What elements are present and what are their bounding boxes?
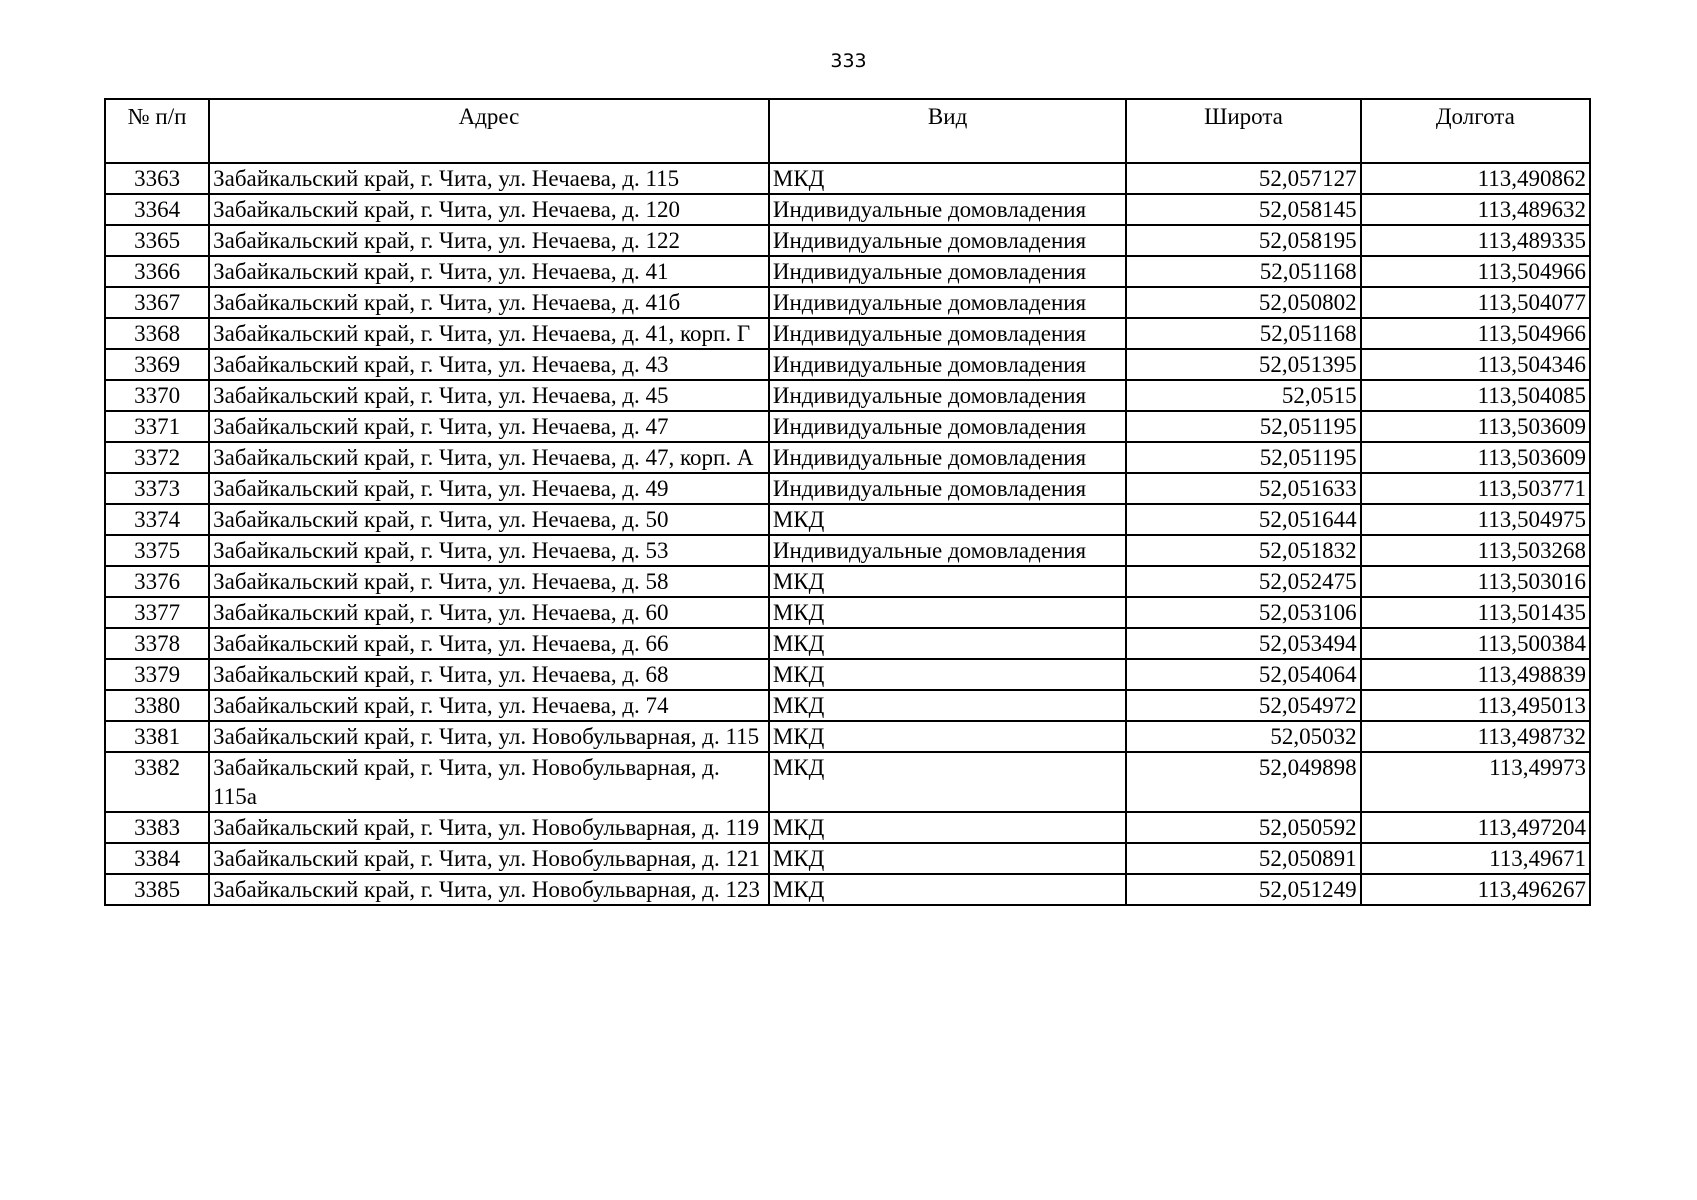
cell-kind: МКД: [769, 812, 1126, 843]
cell-address: Забайкальский край, г. Чита, ул. Новобульварная, д. 121: [209, 843, 769, 874]
cell-longitude: 113,504085: [1361, 380, 1590, 411]
cell-kind: МКД: [769, 628, 1126, 659]
cell-longitude: 113,503609: [1361, 411, 1590, 442]
cell-latitude: 52,058195: [1126, 225, 1360, 256]
cell-latitude: 52,054064: [1126, 659, 1360, 690]
cell-kind: МКД: [769, 566, 1126, 597]
cell-longitude: 113,500384: [1361, 628, 1590, 659]
cell-num: 3364: [105, 194, 209, 225]
header-num: № п/п: [105, 99, 209, 163]
cell-latitude: 52,050592: [1126, 812, 1360, 843]
cell-num: 3363: [105, 163, 209, 194]
cell-latitude: 52,051195: [1126, 411, 1360, 442]
table-row: [105, 874, 1590, 905]
cell-kind: МКД: [769, 874, 1126, 905]
header-latitude: Широта: [1126, 99, 1360, 163]
table-row: [105, 690, 1590, 721]
table-row: [105, 843, 1590, 874]
table-row: [105, 287, 1590, 318]
cell-num: 3365: [105, 225, 209, 256]
table-row: [105, 597, 1590, 628]
cell-address: Забайкальский край, г. Чита, ул. Нечаева, д. 68: [209, 659, 769, 690]
cell-address: Забайкальский край, г. Чита, ул. Новобульварная, д. 115а: [209, 752, 769, 812]
cell-num: 3367: [105, 287, 209, 318]
cell-latitude: 52,051168: [1126, 318, 1360, 349]
table-row: [105, 504, 1590, 535]
cell-longitude: 113,496267: [1361, 874, 1590, 905]
cell-kind: Индивидуальные домовладения: [769, 411, 1126, 442]
cell-num: 3371: [105, 411, 209, 442]
cell-address: Забайкальский край, г. Чита, ул. Нечаева, д. 47, корп. А: [209, 442, 769, 473]
cell-num: 3381: [105, 721, 209, 752]
cell-longitude: 113,501435: [1361, 597, 1590, 628]
cell-latitude: 52,051395: [1126, 349, 1360, 380]
cell-address: Забайкальский край, г. Чита, ул. Нечаева, д. 49: [209, 473, 769, 504]
cell-longitude: 113,503268: [1361, 535, 1590, 566]
cell-kind: МКД: [769, 690, 1126, 721]
cell-address: Забайкальский край, г. Чита, ул. Нечаева, д. 41: [209, 256, 769, 287]
cell-address: Забайкальский край, г. Чита, ул. Нечаева, д. 53: [209, 535, 769, 566]
cell-num: 3372: [105, 442, 209, 473]
cell-address: Забайкальский край, г. Чита, ул. Нечаева, д. 74: [209, 690, 769, 721]
cell-latitude: 52,054972: [1126, 690, 1360, 721]
cell-kind: Индивидуальные домовладения: [769, 194, 1126, 225]
cell-num: 3368: [105, 318, 209, 349]
cell-longitude: 113,490862: [1361, 163, 1590, 194]
cell-longitude: 113,504966: [1361, 318, 1590, 349]
cell-latitude: 52,051249: [1126, 874, 1360, 905]
header-kind: Вид: [769, 99, 1126, 163]
cell-latitude: 52,052475: [1126, 566, 1360, 597]
cell-address: Забайкальский край, г. Чита, ул. Нечаева, д. 120: [209, 194, 769, 225]
page-number: 333: [830, 50, 867, 72]
cell-num: 3377: [105, 597, 209, 628]
table-row: [105, 380, 1590, 411]
cell-kind: Индивидуальные домовладения: [769, 380, 1126, 411]
table-row: [105, 318, 1590, 349]
table-row: [105, 411, 1590, 442]
table-row: [105, 194, 1590, 225]
cell-num: 3373: [105, 473, 209, 504]
cell-address: Забайкальский край, г. Чита, ул. Нечаева, д. 122: [209, 225, 769, 256]
cell-longitude: 113,49671: [1361, 843, 1590, 874]
cell-kind: Индивидуальные домовладения: [769, 442, 1126, 473]
cell-latitude: 52,053106: [1126, 597, 1360, 628]
cell-longitude: 113,498732: [1361, 721, 1590, 752]
cell-kind: МКД: [769, 752, 1126, 812]
cell-num: 3384: [105, 843, 209, 874]
table-row: [105, 163, 1590, 194]
cell-num: 3370: [105, 380, 209, 411]
cell-kind: Индивидуальные домовладения: [769, 535, 1126, 566]
cell-num: 3383: [105, 812, 209, 843]
cell-kind: Индивидуальные домовладения: [769, 318, 1126, 349]
cell-latitude: 52,051832: [1126, 535, 1360, 566]
cell-longitude: 113,489632: [1361, 194, 1590, 225]
cell-address: Забайкальский край, г. Чита, ул. Новобульварная, д. 119: [209, 812, 769, 843]
cell-address: Забайкальский край, г. Чита, ул. Нечаева, д. 43: [209, 349, 769, 380]
cell-longitude: 113,498839: [1361, 659, 1590, 690]
cell-latitude: 52,053494: [1126, 628, 1360, 659]
cell-num: 3382: [105, 752, 209, 812]
cell-latitude: 52,0515: [1126, 380, 1360, 411]
cell-longitude: 113,497204: [1361, 812, 1590, 843]
table-row: [105, 628, 1590, 659]
table-row: [105, 225, 1590, 256]
table-row: [105, 256, 1590, 287]
cell-num: 3374: [105, 504, 209, 535]
cell-kind: МКД: [769, 843, 1126, 874]
cell-address: Забайкальский край, г. Чита, ул. Нечаева, д. 50: [209, 504, 769, 535]
cell-address: Забайкальский край, г. Чита, ул. Нечаева, д. 45: [209, 380, 769, 411]
cell-latitude: 52,051195: [1126, 442, 1360, 473]
cell-kind: Индивидуальные домовладения: [769, 256, 1126, 287]
cell-kind: МКД: [769, 597, 1126, 628]
cell-longitude: 113,503609: [1361, 442, 1590, 473]
cell-num: 3380: [105, 690, 209, 721]
cell-address: Забайкальский край, г. Чита, ул. Нечаева, д. 60: [209, 597, 769, 628]
cell-latitude: 52,058145: [1126, 194, 1360, 225]
table-row: [105, 812, 1590, 843]
cell-num: 3385: [105, 874, 209, 905]
table-body: [105, 163, 1590, 905]
table-row: [105, 752, 1590, 812]
cell-kind: МКД: [769, 163, 1126, 194]
table-row: [105, 566, 1590, 597]
table-row: [105, 659, 1590, 690]
header-address: Адрес: [209, 99, 769, 163]
address-coordinates-table: [104, 98, 1591, 906]
table-row: [105, 442, 1590, 473]
cell-address: Забайкальский край, г. Чита, ул. Нечаева, д. 41б: [209, 287, 769, 318]
table-row: [105, 535, 1590, 566]
cell-num: 3366: [105, 256, 209, 287]
table-row: [105, 721, 1590, 752]
cell-address: Забайкальский край, г. Чита, ул. Нечаева, д. 41, корп. Г: [209, 318, 769, 349]
cell-address: Забайкальский край, г. Чита, ул. Новобульварная, д. 123: [209, 874, 769, 905]
cell-longitude: 113,504346: [1361, 349, 1590, 380]
cell-kind: МКД: [769, 659, 1126, 690]
cell-latitude: 52,051633: [1126, 473, 1360, 504]
cell-num: 3378: [105, 628, 209, 659]
cell-num: 3369: [105, 349, 209, 380]
cell-address: Забайкальский край, г. Чита, ул. Нечаева, д. 115: [209, 163, 769, 194]
cell-address: Забайкальский край, г. Чита, ул. Новобульварная, д. 115: [209, 721, 769, 752]
table-row: [105, 349, 1590, 380]
cell-kind: МКД: [769, 504, 1126, 535]
cell-longitude: 113,495013: [1361, 690, 1590, 721]
cell-longitude: 113,504077: [1361, 287, 1590, 318]
cell-kind: Индивидуальные домовладения: [769, 473, 1126, 504]
table-row: [105, 473, 1590, 504]
cell-address: Забайкальский край, г. Чита, ул. Нечаева, д. 58: [209, 566, 769, 597]
cell-longitude: 113,49973: [1361, 752, 1590, 812]
cell-address: Забайкальский край, г. Чита, ул. Нечаева, д. 47: [209, 411, 769, 442]
cell-latitude: 52,051168: [1126, 256, 1360, 287]
cell-kind: Индивидуальные домовладения: [769, 349, 1126, 380]
cell-longitude: 113,489335: [1361, 225, 1590, 256]
cell-latitude: 52,050891: [1126, 843, 1360, 874]
cell-address: Забайкальский край, г. Чита, ул. Нечаева, д. 66: [209, 628, 769, 659]
cell-latitude: 52,057127: [1126, 163, 1360, 194]
cell-longitude: 113,503771: [1361, 473, 1590, 504]
cell-kind: Индивидуальные домовладения: [769, 225, 1126, 256]
table-header-row: [105, 99, 1590, 163]
cell-num: 3375: [105, 535, 209, 566]
cell-longitude: 113,504966: [1361, 256, 1590, 287]
cell-num: 3379: [105, 659, 209, 690]
cell-kind: МКД: [769, 721, 1126, 752]
cell-num: 3376: [105, 566, 209, 597]
cell-latitude: 52,05032: [1126, 721, 1360, 752]
cell-latitude: 52,051644: [1126, 504, 1360, 535]
cell-longitude: 113,503016: [1361, 566, 1590, 597]
cell-kind: Индивидуальные домовладения: [769, 287, 1126, 318]
cell-latitude: 52,050802: [1126, 287, 1360, 318]
cell-longitude: 113,504975: [1361, 504, 1590, 535]
cell-latitude: 52,049898: [1126, 752, 1360, 812]
header-longitude: Долгота: [1361, 99, 1590, 163]
